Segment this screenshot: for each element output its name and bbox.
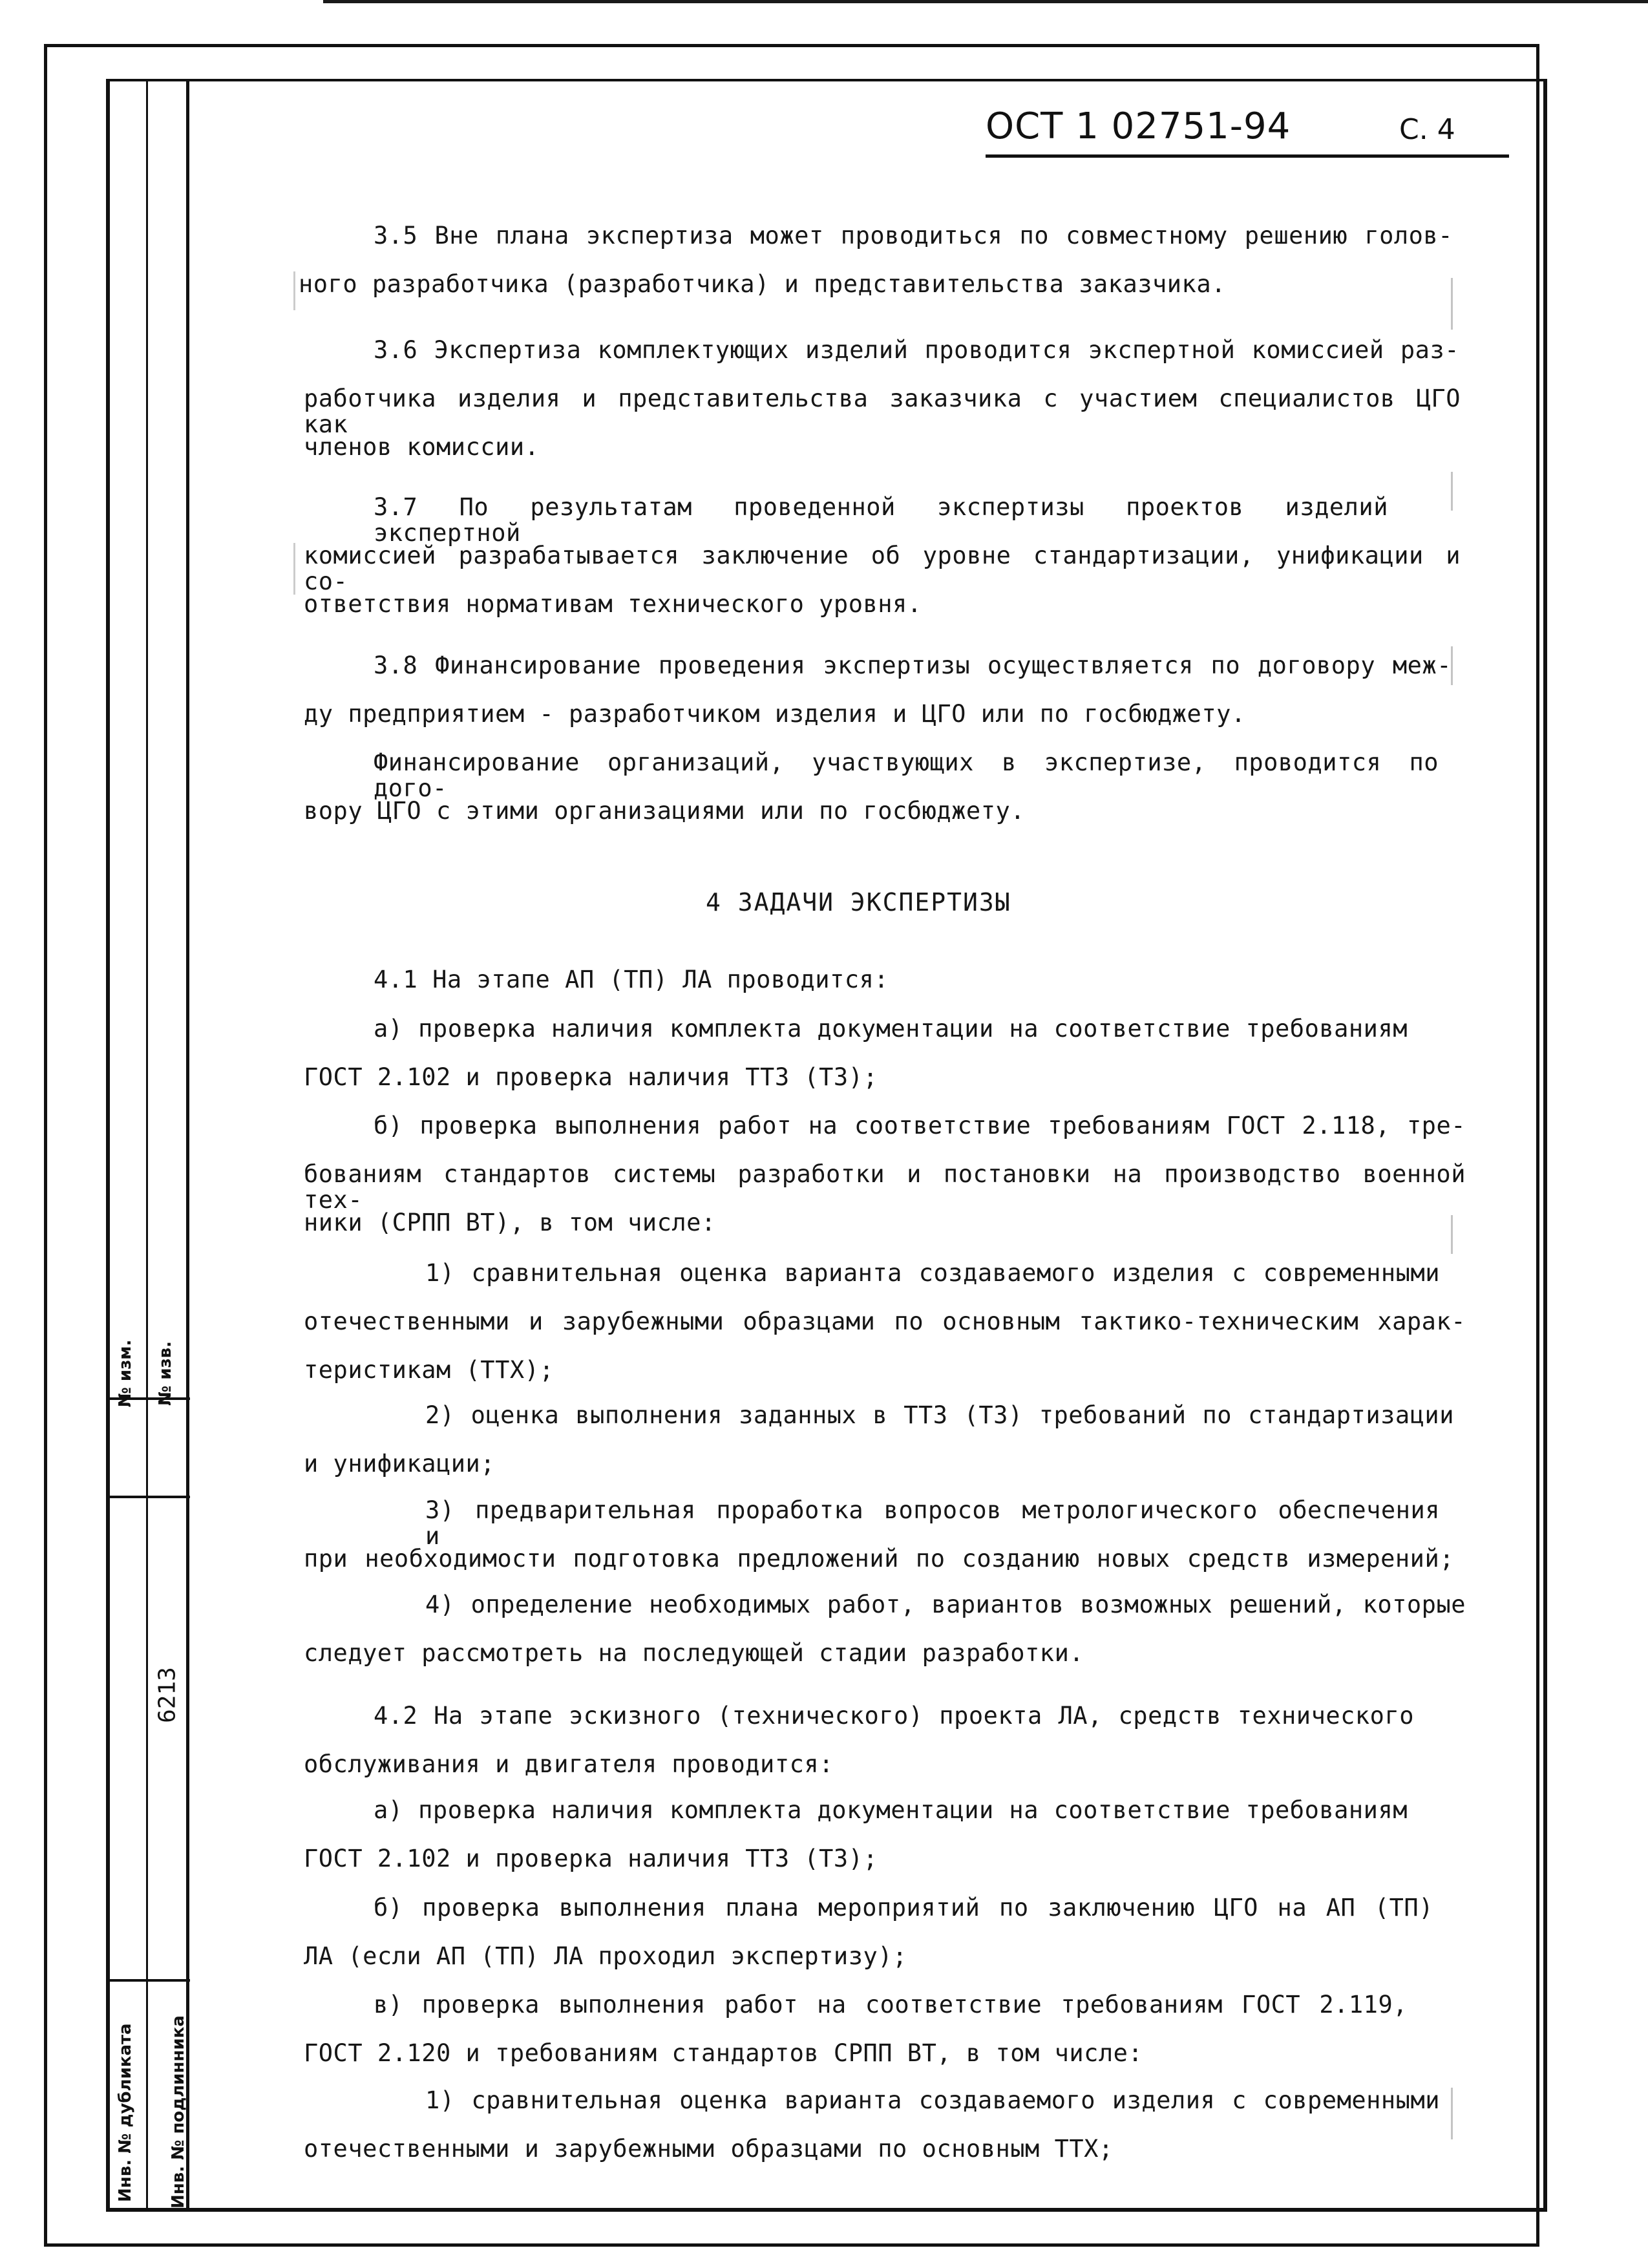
paragraph-line: следует рассмотреть на последующей стадии разработки. bbox=[304, 1639, 1084, 1667]
scan-margin-mark bbox=[1451, 2088, 1453, 2139]
paragraph-line: 1) сравнительная оценка варианта создаваемого изделия с современными bbox=[425, 2086, 1440, 2114]
paragraph-line: ники (СРПП ВТ), в том числе: bbox=[304, 1209, 716, 1236]
paragraph-line: комиссией разрабатывается заключение об уровне стандартизации, унификации и со- bbox=[304, 542, 1461, 595]
document-code: ОСТ 1 02751-94 bbox=[986, 105, 1291, 147]
paragraph-line: 3) предварительная проработка вопросов метрологического обеспечения и bbox=[425, 1496, 1440, 1550]
paragraph-line: 1) сравнительная оценка варианта создаваемого изделия с современными bbox=[425, 1259, 1440, 1287]
scan-margin-mark bbox=[293, 543, 295, 595]
paragraph-line: б) проверка выполнения работ на соответствие требованиям ГОСТ 2.118, тре- bbox=[374, 1112, 1466, 1139]
paragraph-line: б) проверка выполнения плана мероприятий по заключению ЦГО на АП (ТП) bbox=[374, 1894, 1433, 1922]
paragraph-line: ного разработчика (разработчика) и представительства заказчика. bbox=[299, 270, 1226, 298]
paragraph-line: 3.6 Экспертиза комплектующих изделий проводится экспертной комиссией раз- bbox=[374, 336, 1459, 364]
paragraph-line: 4.1 На этапе АП (ТП) ЛА проводится: bbox=[374, 966, 889, 993]
paragraph-line: 3.8 Финансирование проведения экспертизы осуществляется по договору меж- bbox=[374, 652, 1452, 679]
paragraph-line: 4) определение необходимых работ, вариантов возможных решений, которые bbox=[425, 1591, 1466, 1618]
paragraph-line: отечественными и зарубежными образцами по основным тактико-техническим харак- bbox=[304, 1308, 1466, 1335]
paragraph-line: отечественными и зарубежными образцами по основным ТТХ; bbox=[304, 2135, 1114, 2163]
paragraph-line: ответствия нормативам технического уровня. bbox=[304, 590, 922, 618]
paragraph-line: 2) оценка выполнения заданных в ТТЗ (ТЗ) требований по стандартизации bbox=[425, 1401, 1454, 1429]
paragraph-line: 4.2 На этапе эскизного (технического) проекта ЛА, средств технического bbox=[374, 1702, 1414, 1730]
paragraph-line: ду предприятием - разработчиком изделия и ЦГО или по госбюджету. bbox=[304, 700, 1246, 728]
paragraph-line: в) проверка выполнения работ на соответствие требованиям ГОСТ 2.119, bbox=[374, 1991, 1408, 2019]
paragraph-line: бованиям стандартов системы разработки и постановки на производство военной тех- bbox=[304, 1160, 1466, 1214]
scan-margin-mark bbox=[1451, 472, 1453, 511]
paragraph-line: а) проверка наличия комплекта документации на соответствие требованиям bbox=[374, 1796, 1408, 1824]
scan-margin-mark bbox=[293, 271, 295, 310]
scan-margin-mark bbox=[1451, 646, 1453, 685]
paragraph-line: ГОСТ 2.120 и требованиям стандартов СРПП ВТ, в том числе: bbox=[304, 2039, 1143, 2067]
paragraph-line: и унификации; bbox=[304, 1450, 496, 1478]
scan-margin-mark bbox=[1451, 1215, 1453, 1254]
paragraph-line: ГОСТ 2.102 и проверка наличия ТТЗ (ТЗ); bbox=[304, 1063, 878, 1091]
inventory-number: 6213 bbox=[154, 1667, 181, 1723]
paragraph-line: при необходимости подготовка предложений по созданию новых средств измерений; bbox=[304, 1545, 1454, 1573]
paragraph-line: работчика изделия и представительства заказчика с участием специалистов ЦГО как bbox=[304, 385, 1461, 438]
paragraph-line: 3.7 По результатам проведенной экспертизы проектов изделий экспертной bbox=[374, 493, 1388, 547]
page-number: С. 4 bbox=[1399, 113, 1455, 146]
paragraph-line: членов комиссии. bbox=[304, 433, 540, 461]
paragraph-line: Финансирование организаций, участвующих в экспертизе, проводится по дого- bbox=[374, 748, 1439, 802]
paragraph-line: теристикам (ТТХ); bbox=[304, 1356, 555, 1384]
label-dublikat: Инв. № дубликата bbox=[116, 2023, 135, 2202]
label-izv: № изв. bbox=[156, 1341, 175, 1406]
scan-margin-mark bbox=[1451, 278, 1453, 330]
label-izm: № изм. bbox=[116, 1339, 135, 1408]
paragraph-line: а) проверка наличия комплекта документации на соответствие требованиям bbox=[374, 1015, 1408, 1043]
section-title: 4 ЗАДАЧИ ЭКСПЕРТИЗЫ bbox=[706, 888, 1011, 917]
paragraph-line: вору ЦГО с этими организациями или по госбюджету. bbox=[304, 797, 1026, 825]
paragraph-line: 3.5 Вне плана экспертиза может проводиться по совместному решению голов- bbox=[374, 222, 1453, 249]
paragraph-line: обслуживания и двигателя проводится: bbox=[304, 1750, 834, 1778]
paragraph-line: ЛА (если АП (ТП) ЛА проходил экспертизу); bbox=[304, 1942, 907, 1970]
paragraph-line: ГОСТ 2.102 и проверка наличия ТТЗ (ТЗ); bbox=[304, 1845, 878, 1872]
label-podlinnik: Инв. № подлинника bbox=[169, 2015, 188, 2209]
